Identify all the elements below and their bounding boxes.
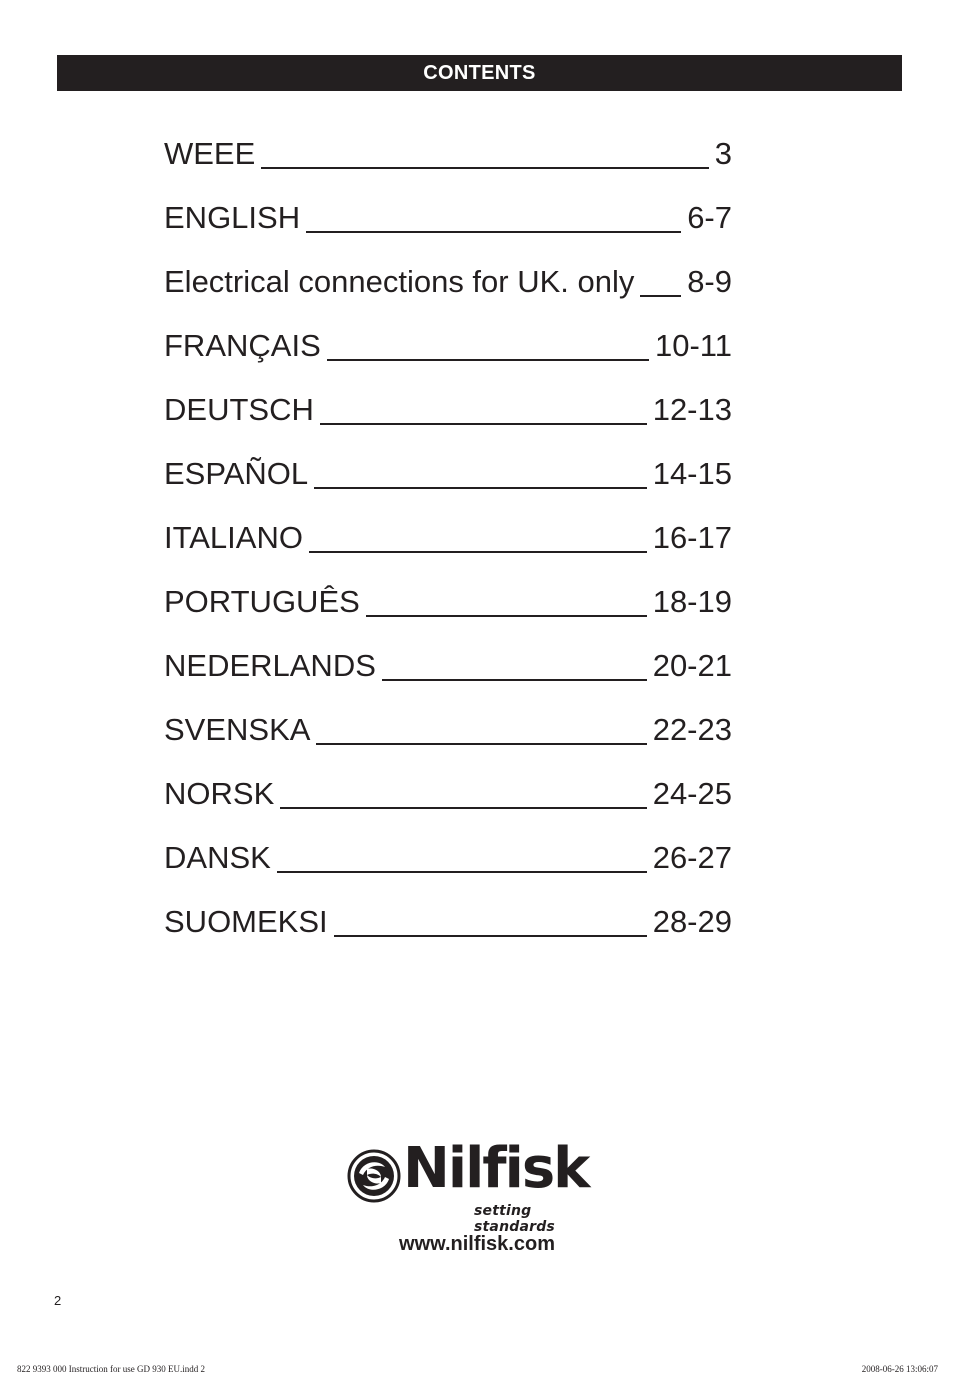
toc-label: FRANÇAIS <box>164 328 321 363</box>
toc-row <box>164 826 732 890</box>
contents-header <box>57 55 902 91</box>
toc-leader <box>309 551 647 553</box>
toc-label: ENGLISH <box>164 200 301 235</box>
toc-leader <box>314 487 647 489</box>
website-url: www.nilfisk.com <box>399 1233 555 1255</box>
toc-row <box>164 442 732 506</box>
nilfisk-logo <box>347 1136 617 1235</box>
toc-leader <box>320 423 647 425</box>
toc-label: PORTUGUÊS <box>164 584 360 619</box>
toc-page: 18-19 <box>652 584 732 619</box>
toc-row <box>164 122 732 186</box>
toc-page: 16-17 <box>652 520 732 555</box>
brand-tagline: setting standards <box>474 1203 555 1235</box>
toc-label: DANSK <box>164 840 271 875</box>
toc-page: 3 <box>714 136 732 171</box>
toc-page: 10-11 <box>655 328 732 363</box>
toc-page: 20-21 <box>652 648 732 683</box>
toc-leader <box>306 231 681 233</box>
toc-leader <box>366 615 647 617</box>
toc-label: ESPAÑOL <box>164 456 309 491</box>
toc-leader <box>277 871 647 873</box>
toc-leader <box>334 935 647 937</box>
toc-row <box>164 570 732 634</box>
contents-title: CONTENTS <box>423 61 536 84</box>
page-number: 2 <box>54 1293 62 1308</box>
toc-row <box>164 314 732 378</box>
toc-label: NEDERLANDS <box>164 648 376 683</box>
footer-filename: 822 9393 000 Instruction for use GD 930 EU.indd 2 <box>17 1364 205 1374</box>
toc-page: 8-9 <box>687 264 732 299</box>
nilfisk-emblem-icon <box>347 1149 401 1203</box>
toc-row <box>164 186 732 250</box>
toc-label: Electrical connections for UK. only <box>164 264 635 299</box>
brand-name: Nilfisk <box>403 1136 589 1201</box>
toc-leader <box>640 295 681 297</box>
toc-row <box>164 890 732 954</box>
toc-label: NORSK <box>164 776 275 811</box>
toc-row <box>164 762 732 826</box>
toc-row <box>164 698 732 762</box>
toc-label: SVENSKA <box>164 712 311 747</box>
toc-label: WEEE <box>164 136 256 171</box>
toc-row <box>164 634 732 698</box>
toc-label: DEUTSCH <box>164 392 314 427</box>
toc-leader <box>382 679 647 681</box>
toc-page: 14-15 <box>652 456 732 491</box>
toc-page: 26-27 <box>652 840 732 875</box>
toc-page: 12-13 <box>652 392 732 427</box>
toc-leader <box>261 167 708 169</box>
toc-leader <box>280 807 646 809</box>
toc-leader <box>316 743 646 745</box>
toc-row <box>164 378 732 442</box>
table-of-contents <box>164 122 732 954</box>
footer-timestamp: 2008-06-26 13:06:07 <box>861 1364 938 1374</box>
toc-label: SUOMEKSI <box>164 904 328 939</box>
toc-label: ITALIANO <box>164 520 303 555</box>
toc-row <box>164 506 732 570</box>
toc-leader <box>327 359 649 361</box>
toc-page: 28-29 <box>652 904 732 939</box>
toc-page: 22-23 <box>652 712 732 747</box>
toc-row <box>164 250 732 314</box>
toc-page: 6-7 <box>687 200 732 235</box>
toc-page: 24-25 <box>652 776 732 811</box>
